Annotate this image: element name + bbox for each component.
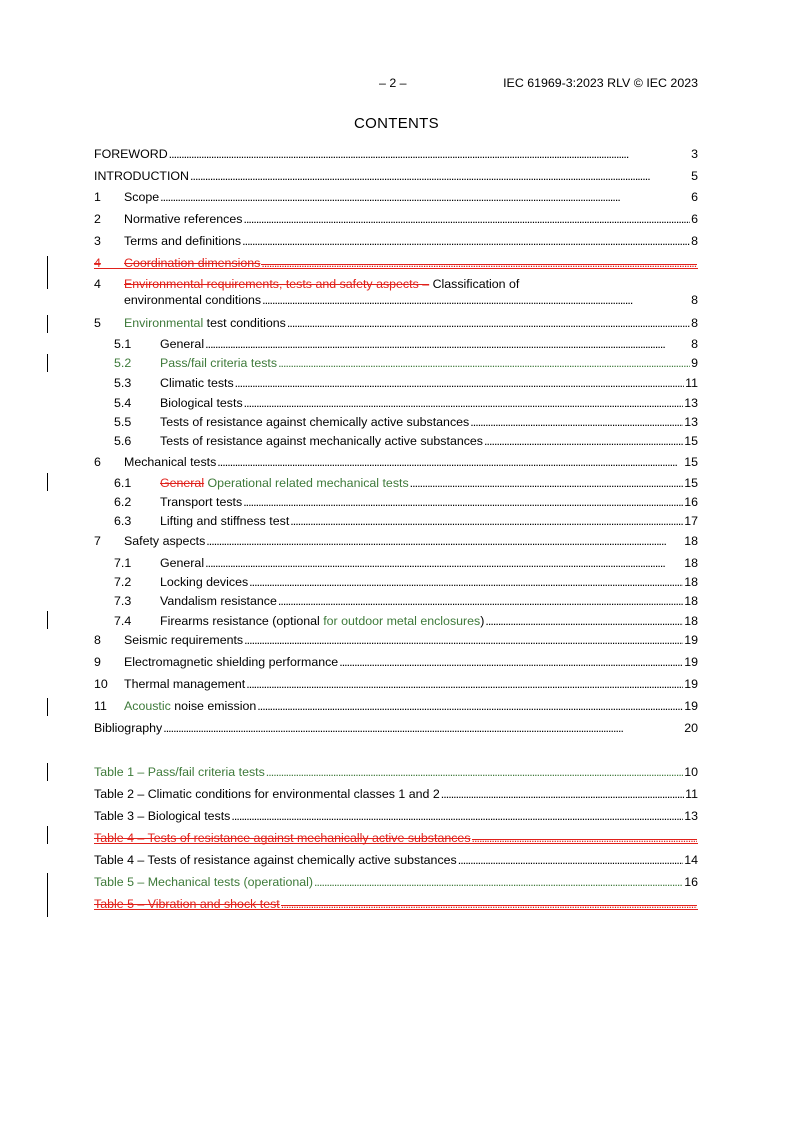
- change-bar: [47, 611, 48, 629]
- contents-title: CONTENTS: [354, 115, 439, 132]
- change-bar: [47, 826, 48, 844]
- toc-entry-5-1[interactable]: 5.1 General . . . 8: [94, 336, 698, 352]
- change-bar: [47, 354, 48, 372]
- toc-entry-normative-references[interactable]: 2 Normative references . . . 6: [94, 211, 698, 227]
- toc-entry-6-2[interactable]: 6.2 Transport tests . . . 16: [94, 494, 698, 510]
- inserted-text: Acoustic: [124, 699, 171, 713]
- table-entry-2[interactable]: Table 2 – Climatic conditions for environmental classes 1 and 2 . . . 11: [94, 786, 698, 802]
- toc-entry-emc[interactable]: 9 Electromagnetic shielding performance . . . 19: [94, 654, 698, 670]
- document-reference: IEC 61969-3:2023 RLV © IEC 2023: [503, 76, 698, 90]
- page-number: – 2 –: [379, 76, 407, 90]
- inserted-text: for outdoor metal enclosures: [323, 614, 481, 628]
- toc-entry-noise[interactable]: 11 Acoustic noise emission . . . 19: [94, 698, 698, 714]
- toc-entry-classification[interactable]: 4 Environmental requirements, tests and safety aspects – Classification of environmental conditions . . . 8: [94, 276, 698, 308]
- toc-entry-terms-definitions[interactable]: 3 Terms and definitions . . . 8: [94, 233, 698, 249]
- inserted-text: Operational related mechanical tests: [207, 476, 409, 490]
- change-bar: [47, 873, 48, 917]
- toc-entry-mechanical-tests[interactable]: 6 Mechanical tests . . . 15: [94, 454, 698, 470]
- toc-entry-7-2[interactable]: 7.2 Locking devices . . . 18: [94, 574, 698, 590]
- deleted-text: Environmental requirements, tests and safety aspects –: [124, 277, 430, 291]
- toc-entry-deleted-coordination-dimensions[interactable]: 4 Coordination dimensions . . .: [94, 255, 698, 271]
- toc-entry-scope[interactable]: 1 Scope . . . 6: [94, 189, 698, 205]
- table-entry-1[interactable]: Table 1 – Pass/fail criteria tests . . . 10: [94, 764, 698, 780]
- toc-entry-environmental-test-conditions[interactable]: 5 Environmental test conditions . . . 8: [94, 315, 698, 331]
- table-entry-deleted-4[interactable]: Table 4 – Tests of resistance against mechanically active substances . . .: [94, 830, 698, 846]
- toc-entry-bibliography[interactable]: Bibliography . . . 20: [94, 720, 698, 736]
- toc-entry-5-6[interactable]: 5.6 Tests of resistance against mechanically active substances . . . 15: [94, 433, 698, 449]
- change-bar: [47, 698, 48, 716]
- inserted-text: Environmental: [124, 316, 204, 330]
- toc-entry-5-5[interactable]: 5.5 Tests of resistance against chemically active substances . . . 13: [94, 414, 698, 430]
- change-bar: [47, 256, 48, 289]
- toc-entry-seismic[interactable]: 8 Seismic requirements . . . 19: [94, 632, 698, 648]
- toc-entry-thermal[interactable]: 10 Thermal management . . . 19: [94, 676, 698, 692]
- toc-entry-7-3[interactable]: 7.3 Vandalism resistance . . . 18: [94, 593, 698, 609]
- change-bar: [47, 315, 48, 333]
- deleted-text: General: [160, 476, 205, 490]
- change-bar: [47, 763, 48, 781]
- toc-entry-6-1[interactable]: 6.1 General Operational related mechanical tests . . . 15: [94, 475, 698, 491]
- toc-entry-6-3[interactable]: 6.3 Lifting and stiffness test . . . 17: [94, 513, 698, 529]
- toc-entry-foreword[interactable]: FOREWORD . . . 3: [94, 146, 698, 162]
- table-entry-4[interactable]: Table 4 – Tests of resistance against chemically active substances . . . 14: [94, 852, 698, 868]
- toc-entry-introduction[interactable]: INTRODUCTION . . . 5: [94, 168, 698, 184]
- change-bar: [47, 473, 48, 491]
- table-entry-5[interactable]: Table 5 – Mechanical tests (operational) . . . 16: [94, 874, 698, 890]
- table-entry-deleted-5[interactable]: Table 5 – Vibration and shock test . . .: [94, 896, 698, 912]
- toc-entry-5-4[interactable]: 5.4 Biological tests . . . 13: [94, 395, 698, 411]
- toc-entry-5-2[interactable]: 5.2 Pass/fail criteria tests . . . 9: [94, 355, 698, 371]
- table-entry-3[interactable]: Table 3 – Biological tests . . . 13: [94, 808, 698, 824]
- toc-entry-7-4[interactable]: 7.4 Firearms resistance (optional for outdoor metal enclosures) . . . 18: [94, 613, 698, 629]
- toc-entry-safety-aspects[interactable]: 7 Safety aspects . . . 18: [94, 533, 698, 549]
- toc-entry-7-1[interactable]: 7.1 General . . . 18: [94, 555, 698, 571]
- toc-entry-5-3[interactable]: 5.3 Climatic tests . . . 11: [94, 375, 698, 391]
- page-header: [94, 76, 698, 92]
